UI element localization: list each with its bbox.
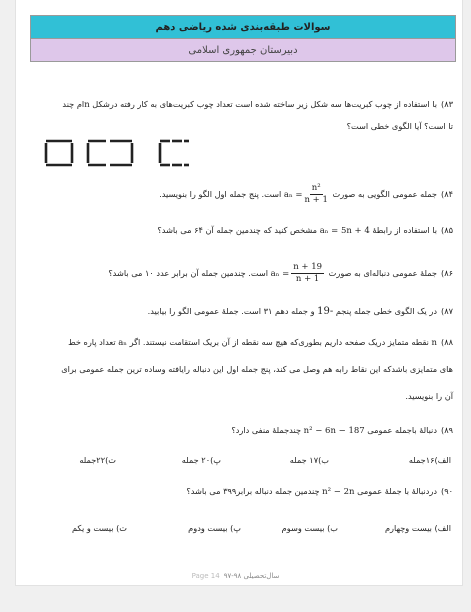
school-name: دبیرستان جمهوری اسلامی [30,38,456,62]
q89-option-d[interactable]: ت)۲۲جمله [79,455,116,465]
question-86: ۸۶)جملهٔ عمومی دنباله‌ای به صورت aₙ = $\frac{n + 19}{n + 1}$ است. چندمین جمله آن برابر عدد ۱۰ می باشد؟ [108,262,453,284]
school-year: سال‌تحصیلی ۹۸-۹۷ [223,572,280,580]
question-89: ۸۹)دنبالهٔ باجمله عمومی n² − 6n − 187 چندجملهٔ منفی دارد؟ [231,425,453,436]
question-87: ۸۷)در یک الگوی خطی جمله پنجم 19- و جمله دهم ۳۱ است. جملهٔ عمومی الگو را بیابید. [147,306,453,317]
matchstick-figures [44,137,189,169]
q89-option-b[interactable]: ب)۱۷ جمله [289,455,329,465]
page-number: Page 14 [191,572,220,580]
formula-85: aₙ = 5n + 4 [319,225,370,236]
question-88-line2: های متمایزی باشدکه این نقاط رابه هم وصل می کند، پنج جمله اول این دنباله رایافته وساده ترین جمله عمومی برای [61,364,453,374]
page-footer [0,572,471,580]
document-page [16,0,462,585]
question-83-line2: تا است؟ آیا الگوی خطی است؟ [346,121,453,131]
formula-89: n² − 6n − 187 [303,425,365,436]
figure-1 [46,141,72,165]
formula-90: n² − 2n [322,486,355,497]
question-83-line1: ۸۳)با استفاده از چوب کبریت‌ها سه شکل زیر ساخته شده است تعداد چوب کبریت‌های به کار رفته درشکل nام چند [62,99,453,110]
question-88-line1: ۸۸)n نقطه متمایز دریک صفحه داریم بطوری‌که هیچ سه نقطه از آن بریک استقامت نیستند. اگر aₙ تعداد پاره خط [68,337,453,348]
q89-option-c[interactable]: پ)۲۰ جمله [181,455,221,465]
q90-option-b[interactable]: ب) بیست وسوم [281,523,338,533]
question-90: ۹۰)دردنبالهٔ با جملهٔ عمومی n² − 2n چندمین جمله دنباله برابر۳۹۹ می باشد؟ [186,486,453,497]
formula-84: aₙ = $\frac{\text{n²}}{n + 1}$ [283,183,328,205]
question-84: ۸۴)جمله عمومی الگویی به صورت aₙ = $\frac{\text{n²}}{n + 1}$ است. پنج جمله اول الگو را بنویسید. [159,183,453,205]
question-number: ۸۳) [441,99,453,109]
q89-option-a[interactable]: الف)۱۶جمله [408,455,451,465]
q90-option-d[interactable]: ت) بیست و یکم [71,523,127,533]
question-88-line3: آن را بنویسید. [405,391,453,401]
q90-option-a[interactable]: الف) بیست وچهارم [384,523,451,533]
figure-2 [88,141,132,165]
q90-option-c[interactable]: پ) بیست ودوم [188,523,241,533]
figure-3 [160,141,189,165]
document-title: سوالات طبقه‌بندی شده ریاضی دهم [30,15,456,39]
formula-86: aₙ = $\frac{n + 19}{n + 1}$ [270,262,323,284]
question-85: ۸۵)با استفاده از رابطهٔ aₙ = 5n + 4 مشخص کنید که چندمین جمله آن ۶۴ می باشد؟ [157,225,453,236]
